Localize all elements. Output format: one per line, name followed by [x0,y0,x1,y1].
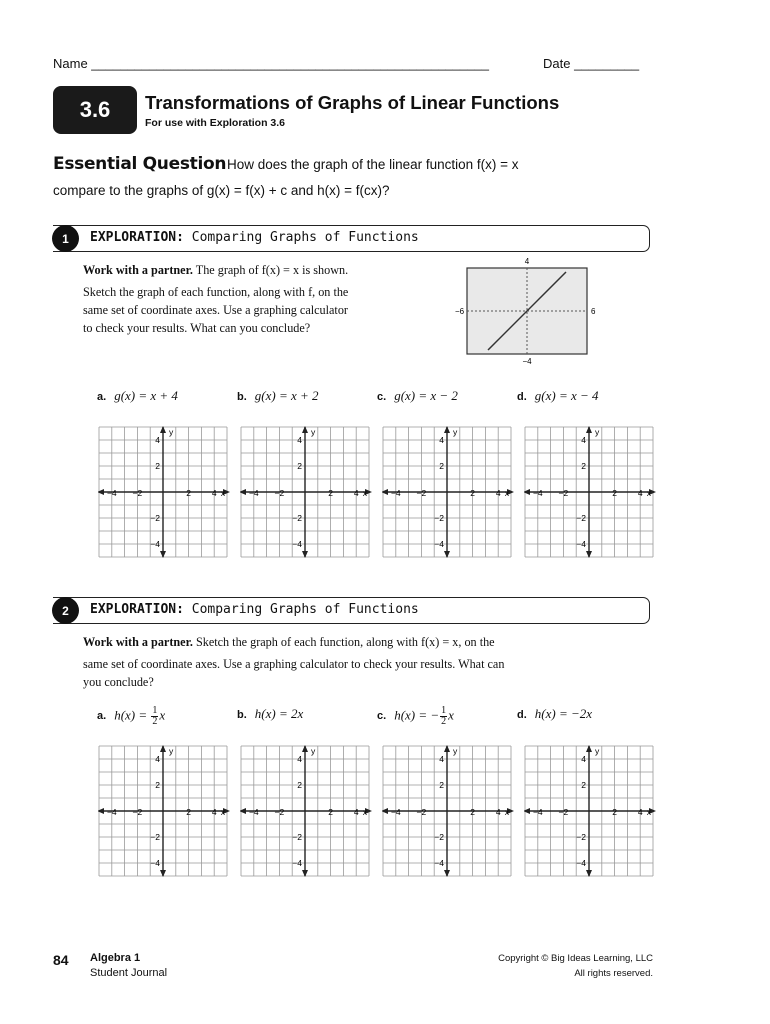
tick-label-y: 4 [581,754,586,764]
exploration-1-title: Comparing Graphs of Functions [183,230,419,245]
tick-label-x: −4 [532,807,543,817]
axis-label-y: y [453,427,458,437]
tick-label-x: 2 [186,807,191,817]
page-title: Transformations of Graphs of Linear Functions [145,92,560,113]
tick-label-y: −4 [434,539,444,549]
exploration-1-part-b: b. g(x) = x + 2 [237,388,319,403]
date-field-label: Date _________ [543,56,640,71]
tick-label-y: −2 [292,513,302,523]
tick-label-x: −2 [274,807,285,817]
tick-label-x: −2 [274,488,285,498]
tick-label-y: 2 [155,461,160,471]
tick-label-x: −4 [248,807,259,817]
exploration-2-label: EXPLORATION: [90,602,184,617]
page-number: 84 [53,952,69,968]
tick-label-x: 2 [328,488,333,498]
axis-label-y: y [169,427,174,437]
tick-label-x: −2 [416,488,427,498]
tick-label-y: −2 [576,832,586,842]
tick-label-y: 4 [297,435,302,445]
axis-label-y: y [595,427,600,437]
tick-label-y: −4 [150,539,160,549]
tick-label-x: 4 [353,807,359,817]
tick-label-x: −2 [132,488,143,498]
tick-label-x: 2 [612,807,617,817]
partner-lead-rest: Sketch the graph of each function, along with f(x) = x, on the [192,635,495,649]
exploration-1-part-c: c. g(x) = x − 2 [377,388,458,403]
exploration-1-heading [53,225,650,252]
partner-lead-rest: The graph of f(x) = x is shown. [192,263,349,277]
tick-label-y: −4 [576,539,586,549]
tick-label-x: 4 [211,807,217,817]
tick-label-y: −4 [434,858,444,868]
axis-label-y: y [169,746,174,756]
tick-label-y: −2 [434,832,444,842]
calculator-graph-screen [455,256,605,368]
axis-label-y: y [595,746,600,756]
axis-label-x: x [646,807,651,817]
instruction-line: to check your results. What can you conclude? [83,321,311,335]
exploration-2-part-c: c. h(x) = − $\frac{1}{2}$ x [377,705,454,727]
tick-label-x: 4 [211,488,217,498]
axis-label-y: y [453,746,458,756]
axis-label-x: x [646,488,651,498]
calc-xmax: 6 [591,307,596,316]
exploration-2-title: Comparing Graphs of Functions [183,602,419,617]
tick-label-x: 4 [637,807,643,817]
exploration-2-part-a: a. h(x) = $\frac{1}{2}$ x [97,705,166,727]
name-date-line [53,56,653,71]
tick-label-y: −2 [292,832,302,842]
coordinate-grid-1-b[interactable] [240,426,374,558]
tick-label-y: 4 [581,435,586,445]
coordinate-grid-2-a[interactable] [98,745,232,877]
coordinate-grid-2-d[interactable] [524,745,658,877]
tick-label-x: −2 [416,807,427,817]
tick-label-y: −4 [292,539,302,549]
essential-question-line-2: compare to the graphs of g(x) = f(x) + c and h(x) = f(cx)? [53,183,390,198]
tick-label-y: −2 [576,513,586,523]
tick-label-y: −4 [292,858,302,868]
axis-label-y: y [311,746,316,756]
section-number-badge: 3.6 [53,86,137,134]
tick-label-y: 2 [439,461,444,471]
tick-label-y: 2 [297,461,302,471]
exploration-2-part-d: d. h(x) = −2x [517,706,593,721]
essential-question-label: Essential Question [53,154,227,174]
tick-label-x: 2 [470,807,475,817]
axis-label-x: x [220,488,225,498]
tick-label-y: −2 [434,513,444,523]
calc-xmin: −6 [455,307,465,316]
axis-label-y: y [311,427,316,437]
tick-label-x: 2 [470,488,475,498]
exploration-2-heading [53,597,650,624]
exploration-1-instructions [83,261,453,337]
axis-label-x: x [362,807,367,817]
instruction-line: you conclude? [83,675,154,689]
tick-label-x: 4 [495,807,501,817]
tick-label-x: −4 [390,488,401,498]
axis-label-x: x [504,807,509,817]
tick-label-x: 2 [612,488,617,498]
axis-label-x: x [362,488,367,498]
tick-label-x: −4 [106,807,117,817]
exploration-1-part-d: d. g(x) = x − 4 [517,388,599,403]
exploration-2-number: 2 [52,597,79,624]
axis-label-x: x [504,488,509,498]
tick-label-y: −2 [150,832,160,842]
exploration-2-part-b: b. h(x) = 2x [237,706,304,721]
tick-label-x: 4 [495,488,501,498]
tick-label-y: −4 [576,858,586,868]
tick-label-y: 2 [581,780,586,790]
tick-label-y: 2 [155,780,160,790]
tick-label-y: 2 [581,461,586,471]
partner-lead: Work with a partner. [83,263,193,277]
coordinate-grid-2-b[interactable] [240,745,374,877]
instruction-line: Sketch the graph of each function, along with f, on the [83,285,349,299]
axis-label-x: x [220,807,225,817]
rights-reserved: All rights reserved. [574,968,653,979]
tick-label-x: −4 [390,807,401,817]
exploration-1-number: 1 [52,225,79,252]
tick-label-x: 2 [328,807,333,817]
coordinate-grid-1-c[interactable] [382,426,516,558]
coordinate-grid-2-c[interactable] [382,745,516,877]
exploration-1-label: EXPLORATION: [90,230,184,245]
tick-label-x: −4 [532,488,543,498]
book-title: Algebra 1 [90,952,141,964]
calc-ymax: 4 [524,257,530,266]
tick-label-x: −2 [558,807,569,817]
tick-label-x: −4 [106,488,117,498]
tick-label-x: −2 [132,807,143,817]
tick-label-y: 2 [297,780,302,790]
tick-label-y: 4 [439,435,444,445]
tick-label-y: −2 [150,513,160,523]
tick-label-y: 2 [439,780,444,790]
coordinate-grid-1-a[interactable] [98,426,232,558]
tick-label-y: 4 [297,754,302,764]
calc-ymin: −4 [522,357,532,366]
tick-label-x: −2 [558,488,569,498]
tick-label-y: 4 [155,754,160,764]
tick-label-y: 4 [439,754,444,764]
exploration-1-part-a: a. g(x) = x + 4 [97,388,178,403]
tick-label-x: 4 [353,488,359,498]
instruction-line: same set of coordinate axes. Use a graphing calculator [83,303,348,317]
book-subtitle: Student Journal [90,967,168,979]
name-field-label: Name _______________________________________________________ [53,56,489,71]
coordinate-grid-1-d[interactable] [524,426,658,558]
tick-label-x: −4 [248,488,259,498]
instruction-line: same set of coordinate axes. Use a graphing calculator to check your results. What can [83,657,505,671]
tick-label-y: −4 [150,858,160,868]
tick-label-x: 4 [637,488,643,498]
copyright: Copyright © Big Ideas Learning, LLC [498,953,653,964]
page-subtitle: For use with Exploration 3.6 [145,117,286,129]
partner-lead: Work with a partner. [83,635,193,649]
essential-question-line-1: How does the graph of the linear function f(x) = x [227,157,519,172]
tick-label-y: 4 [155,435,160,445]
tick-label-x: 2 [186,488,191,498]
exploration-2-instructions [83,633,643,691]
